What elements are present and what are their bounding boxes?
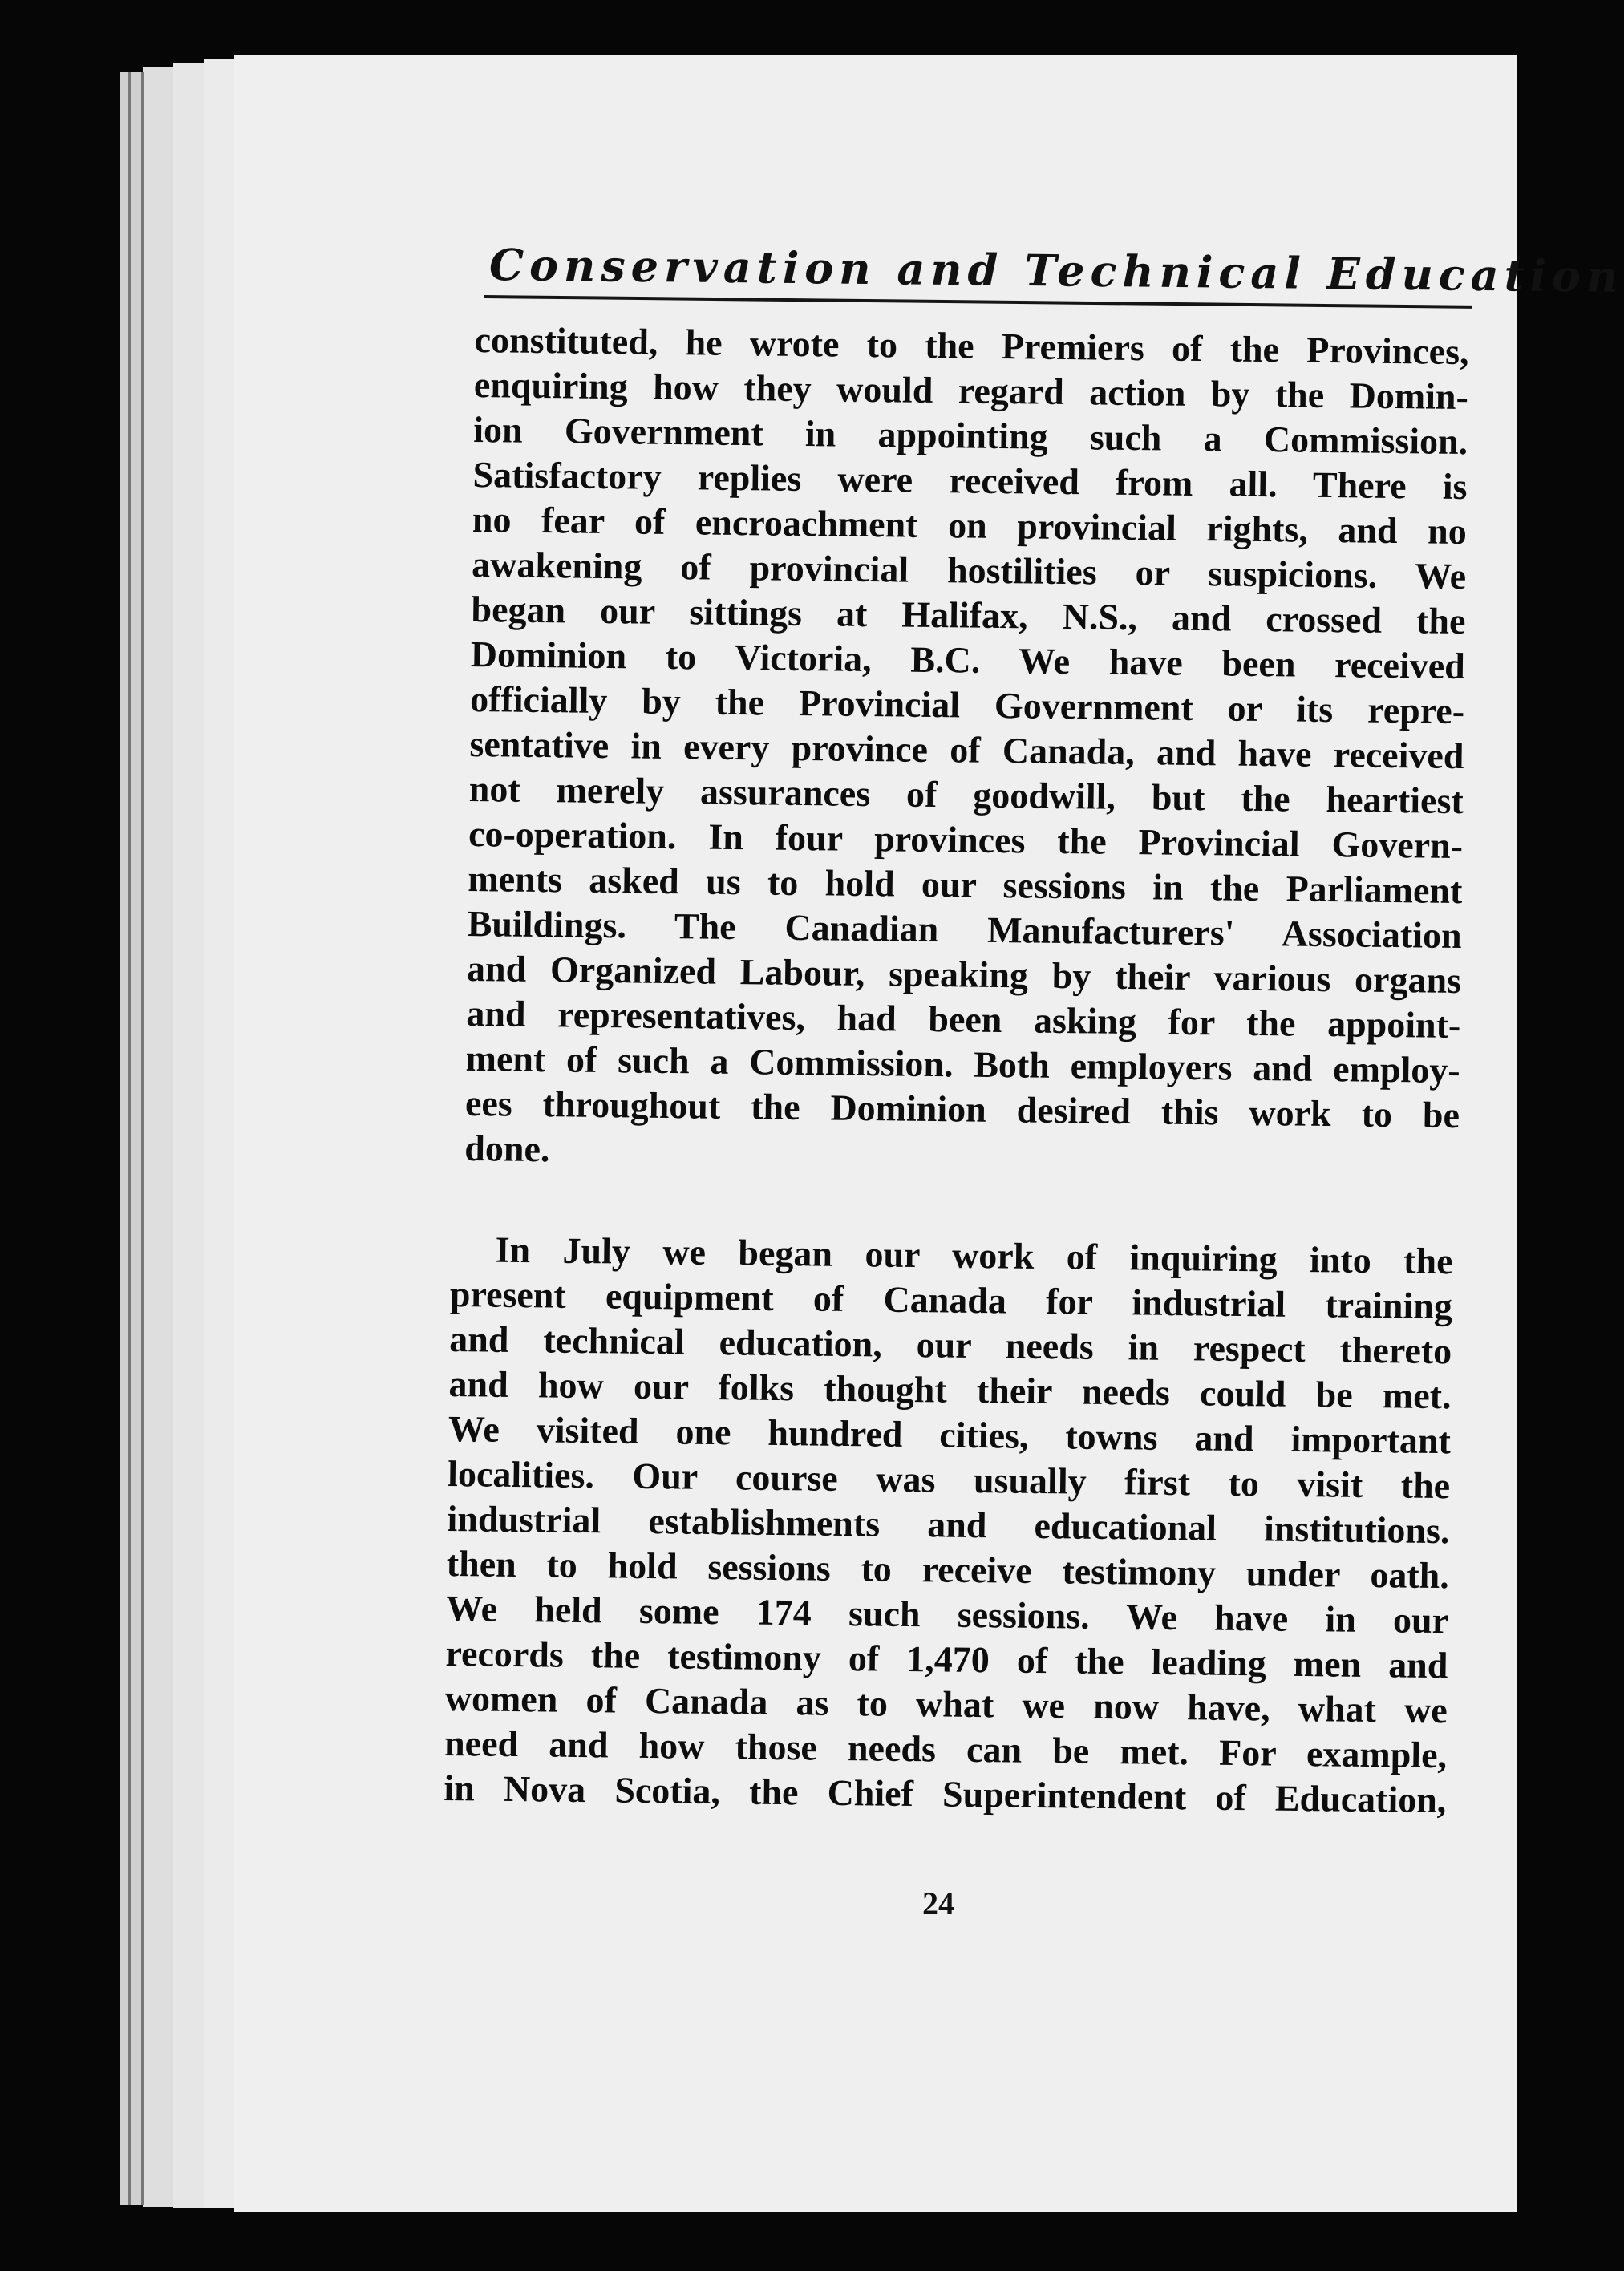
text-line: We visited one hundred cities, towns and important: [448, 1407, 1452, 1462]
page-edge-shadow: [141, 72, 144, 2205]
text-line: ments asked us to hold our sessions in the Parliament: [468, 857, 1463, 912]
text-line: no fear of encroachment on provincial rights, and no: [472, 498, 1468, 553]
text-line: In July we began our work of inquiring into the: [495, 1229, 1453, 1282]
text-line: present equipment of Canada for industrial training: [449, 1273, 1453, 1327]
running-head: Conservation and Technical Education: [488, 239, 1624, 302]
page-number: 24: [922, 1885, 954, 1921]
text-line: ment of such a Commission. Both employers and employ-: [465, 1037, 1460, 1091]
text-line: women of Canada as to what we now have, what we: [444, 1677, 1448, 1731]
text-line: not merely assurances of goodwill, but the heartiest: [468, 767, 1464, 822]
text-line: constituted, he wrote to the Premiers of the Provinces,: [474, 318, 1469, 373]
text-line: ees throughout the Dominion desired this work to be: [464, 1082, 1460, 1136]
text-line: done.: [464, 1127, 550, 1170]
text-line: co-operation. In four provinces the Provincial Govern-: [468, 812, 1464, 867]
text-line: began our sittings at Halifax, N.S., and crossed the: [471, 588, 1466, 642]
page-edge: [204, 59, 236, 2208]
text-line: enquiring how they would regard action by the Domin-: [473, 363, 1469, 418]
text-line: in Nova Scotia, the Chief Superintendent of Education,: [443, 1767, 1447, 1821]
text-line: records the testimony of 1,470 of the leading men and: [445, 1632, 1448, 1686]
text-line: localities. Our course was usually first to visit the: [447, 1452, 1451, 1507]
text-line: ion Government in appointing such a Commission.: [472, 408, 1468, 463]
text-line: and how our folks thought their needs could be met.: [448, 1362, 1452, 1417]
text-line: need and how those needs can be met. For example,: [443, 1722, 1448, 1776]
page-edge: [173, 63, 205, 2208]
text-line: awakening of provincial hostilities or suspicions. We: [471, 543, 1467, 597]
text-line: officially by the Provincial Government or its repre-: [469, 678, 1465, 732]
text-line: then to hold sessions to receive testimony under oath.: [446, 1542, 1450, 1597]
text-line: Dominion to Victoria, B.C. We have been received: [470, 633, 1466, 687]
text-line: sentative in every province of Canada, and have received: [469, 723, 1464, 777]
page-edge: [143, 67, 175, 2207]
paragraph-2: [443, 1227, 1453, 1823]
text-line: and Organized Labour, speaking by their various organs: [466, 947, 1462, 1002]
text-line: Satisfactory replies were received from all. There is: [472, 453, 1468, 508]
text-line: and representatives, had been asking for the appoint-: [466, 992, 1461, 1046]
paragraph-1: [464, 318, 1469, 1183]
text-line: and technical education, our needs in respect thereto: [448, 1318, 1452, 1372]
page-edge-shadow: [128, 72, 131, 2205]
text-line: We held some 174 such sessions. We have in our: [445, 1587, 1449, 1642]
text-line: Buildings. The Canadian Manufacturers' Association: [467, 902, 1462, 957]
text-line: industrial establishments and educational institutions.: [447, 1497, 1450, 1552]
